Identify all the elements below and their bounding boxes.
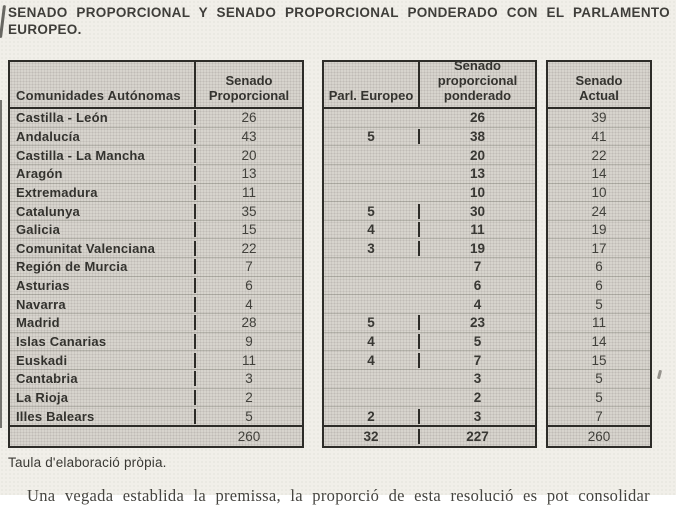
table-header-row (324, 58, 535, 109)
table-row (10, 164, 302, 183)
senado-actual-cell: 19 (591, 222, 607, 238)
table-row (324, 127, 535, 146)
senado-actual-cell: 6 (595, 278, 603, 294)
table-row (548, 276, 650, 295)
senado-proporcional-cell: 15 (241, 222, 257, 238)
table-row (548, 220, 650, 239)
ponderado-cell: 23 (469, 315, 486, 331)
senado-actual-cell: 22 (591, 147, 607, 163)
community-name-cell: Castilla - León (10, 110, 196, 125)
total-senado-actual: 260 (587, 429, 611, 444)
community-name-cell: Illes Balears (10, 409, 196, 424)
senado-actual-cell: 7 (595, 408, 603, 424)
parl-europeo-cell: 5 (324, 315, 420, 330)
total-ponderado: 227 (466, 429, 489, 444)
parl-europeo-cell: 4 (324, 353, 420, 368)
table-body (324, 109, 535, 425)
parl-europeo-cell: 3 (324, 241, 420, 256)
ponderado-cell: 26 (469, 110, 486, 126)
senado-proporcional-cell: 28 (241, 315, 257, 331)
ponderado-cell: 3 (473, 408, 482, 424)
table-senado-proporcional (8, 60, 304, 448)
community-name-cell: Región de Murcia (10, 259, 196, 274)
senado-actual-cell: 14 (591, 166, 607, 182)
table-header-row (548, 62, 650, 109)
header-comunidades-autonomas: Comunidades Autónomas (10, 62, 196, 107)
table-row (10, 109, 302, 127)
table-row (324, 201, 535, 220)
senado-actual-cell: 41 (591, 128, 607, 144)
senado-proporcional-cell: 9 (245, 334, 253, 349)
table-row (324, 109, 535, 127)
senado-proporcional-cell: 6 (245, 278, 253, 294)
ponderado-cell: 4 (473, 296, 482, 312)
table-body (548, 109, 650, 425)
community-name-cell: Extremadura (10, 185, 196, 200)
senado-proporcional-cell: 22 (241, 240, 257, 256)
community-name-cell: La Rioja (10, 390, 196, 405)
table-row (548, 350, 650, 369)
table-source-caption: Taula d'elaboració pròpia. (8, 455, 167, 470)
table-row (324, 164, 535, 183)
senado-actual-cell: 10 (591, 184, 607, 200)
table-row (324, 313, 535, 332)
ponderado-cell: 20 (469, 147, 486, 163)
community-name-cell: Madrid (10, 315, 196, 330)
table-row (324, 220, 535, 239)
table-row (324, 276, 535, 295)
senado-proporcional-cell: 11 (241, 184, 256, 200)
table-senado-actual (546, 60, 652, 448)
senado-proporcional-cell: 5 (245, 408, 253, 424)
table-row (548, 406, 650, 425)
community-name-cell: Andalucía (10, 129, 196, 144)
community-name-cell: Aragón (10, 166, 196, 181)
table-row (10, 238, 302, 257)
scan-artifact-left-edge (0, 100, 2, 428)
senado-actual-cell: 15 (591, 352, 607, 368)
table-row (10, 406, 302, 425)
community-name-cell: Asturias (10, 278, 196, 293)
senado-proporcional-cell: 20 (241, 147, 257, 163)
senado-proporcional-cell: 26 (241, 110, 257, 126)
senado-proporcional-cell: 3 (245, 371, 253, 387)
table-row (324, 294, 535, 313)
table-row (10, 388, 302, 407)
table-row (548, 294, 650, 313)
ponderado-cell: 7 (473, 259, 482, 275)
senado-proporcional-cell: 35 (241, 203, 257, 219)
senado-proporcional-cell: 43 (241, 128, 257, 144)
ponderado-cell: 2 (473, 389, 482, 405)
header-senado-proporcional: Senado Proporcional (208, 73, 290, 103)
table-row (324, 183, 535, 202)
community-name-cell: Islas Canarias (10, 334, 196, 349)
senado-actual-cell: 5 (595, 296, 603, 312)
table-row (548, 388, 650, 407)
senado-proporcional-cell: 13 (241, 166, 257, 182)
ponderado-cell: 5 (473, 334, 482, 349)
senado-proporcional-cell: 11 (241, 352, 256, 368)
ponderado-cell: 7 (473, 352, 482, 368)
table-row (10, 220, 302, 239)
table-row (548, 145, 650, 164)
senado-actual-cell: 17 (591, 240, 607, 256)
table-row (324, 145, 535, 164)
senado-actual-cell: 39 (591, 110, 607, 126)
header-senado-proporcional-ponderado: Senado proporcional ponderado (437, 58, 518, 103)
table-row (10, 350, 302, 369)
ponderado-cell: 10 (469, 184, 486, 200)
scan-artifact-right-mark (657, 370, 662, 379)
table-row (324, 238, 535, 257)
table-row (548, 109, 650, 127)
ponderado-cell: 13 (469, 166, 486, 182)
senado-actual-cell: 5 (595, 389, 603, 405)
parl-europeo-cell: 4 (324, 222, 420, 237)
table-row (548, 332, 650, 351)
table-row (548, 127, 650, 146)
table-row (10, 332, 302, 351)
table-row (324, 257, 535, 276)
total-parl-europeo: 32 (324, 429, 420, 444)
senado-proporcional-cell: 7 (245, 259, 253, 275)
ponderado-cell: 19 (469, 240, 486, 256)
table-row (10, 276, 302, 295)
community-name-cell: Cantabria (10, 371, 196, 386)
community-name-cell: Catalunya (10, 204, 196, 219)
table-total-row (548, 425, 650, 446)
table-row (324, 406, 535, 425)
table-row (548, 164, 650, 183)
table-row (548, 238, 650, 257)
ponderado-cell: 3 (473, 371, 482, 387)
senado-actual-cell: 5 (595, 371, 603, 387)
senado-actual-cell: 14 (591, 334, 607, 349)
table-row (324, 350, 535, 369)
table-total-row (10, 425, 302, 446)
senado-actual-cell: 11 (591, 315, 606, 331)
table-parlamento-europeo-ponderado (322, 60, 537, 448)
document-title-line1: SENADO PROPORCIONAL Y SENADO PROPORCIONAL PONDERADO CON EL PARLAMENTO (8, 5, 670, 20)
parl-europeo-cell: 2 (324, 409, 420, 424)
ponderado-cell: 11 (470, 222, 485, 238)
ponderado-cell: 38 (469, 128, 486, 144)
table-row (548, 183, 650, 202)
community-name-cell: Comunitat Valenciana (10, 241, 196, 256)
table-row (10, 145, 302, 164)
ponderado-cell: 6 (473, 278, 482, 294)
clipped-body-text: Una vegada establida la premissa, la proporció de esta resolució es pot consolidar (27, 486, 650, 505)
ponderado-cell: 30 (469, 203, 486, 219)
table-row (548, 257, 650, 276)
table-row (10, 201, 302, 220)
table-row (548, 369, 650, 388)
document-title-line2: EUROPEO. (8, 22, 82, 37)
table-row (10, 127, 302, 146)
table-row (10, 369, 302, 388)
senado-actual-cell: 6 (595, 259, 603, 275)
table-row (548, 201, 650, 220)
table-total-row (324, 425, 535, 446)
header-senado-actual: Senado Actual (575, 73, 623, 103)
senado-actual-cell: 24 (591, 203, 607, 219)
scan-artifact-corner-mark (0, 5, 6, 38)
total-senado-proporcional: 260 (237, 429, 261, 444)
parl-europeo-cell: 5 (324, 204, 420, 219)
header-parl-europeo: Parl. Europeo (324, 62, 420, 107)
community-name-cell: Euskadi (10, 353, 196, 368)
document-title (8, 4, 670, 38)
table-body (10, 109, 302, 425)
table-row (548, 313, 650, 332)
community-name-cell: Galicia (10, 222, 196, 237)
senado-proporcional-cell: 2 (245, 389, 253, 405)
table-row (324, 388, 535, 407)
table-row (324, 369, 535, 388)
senado-proporcional-cell: 4 (245, 296, 253, 312)
table-row (10, 257, 302, 276)
parl-europeo-cell: 5 (324, 129, 420, 144)
table-row (10, 294, 302, 313)
table-header-row (10, 62, 302, 109)
table-row (10, 313, 302, 332)
parl-europeo-cell: 4 (324, 334, 420, 349)
table-row (10, 183, 302, 202)
community-name-cell: Castilla - La Mancha (10, 148, 196, 163)
table-row (324, 332, 535, 351)
community-name-cell: Navarra (10, 297, 196, 312)
